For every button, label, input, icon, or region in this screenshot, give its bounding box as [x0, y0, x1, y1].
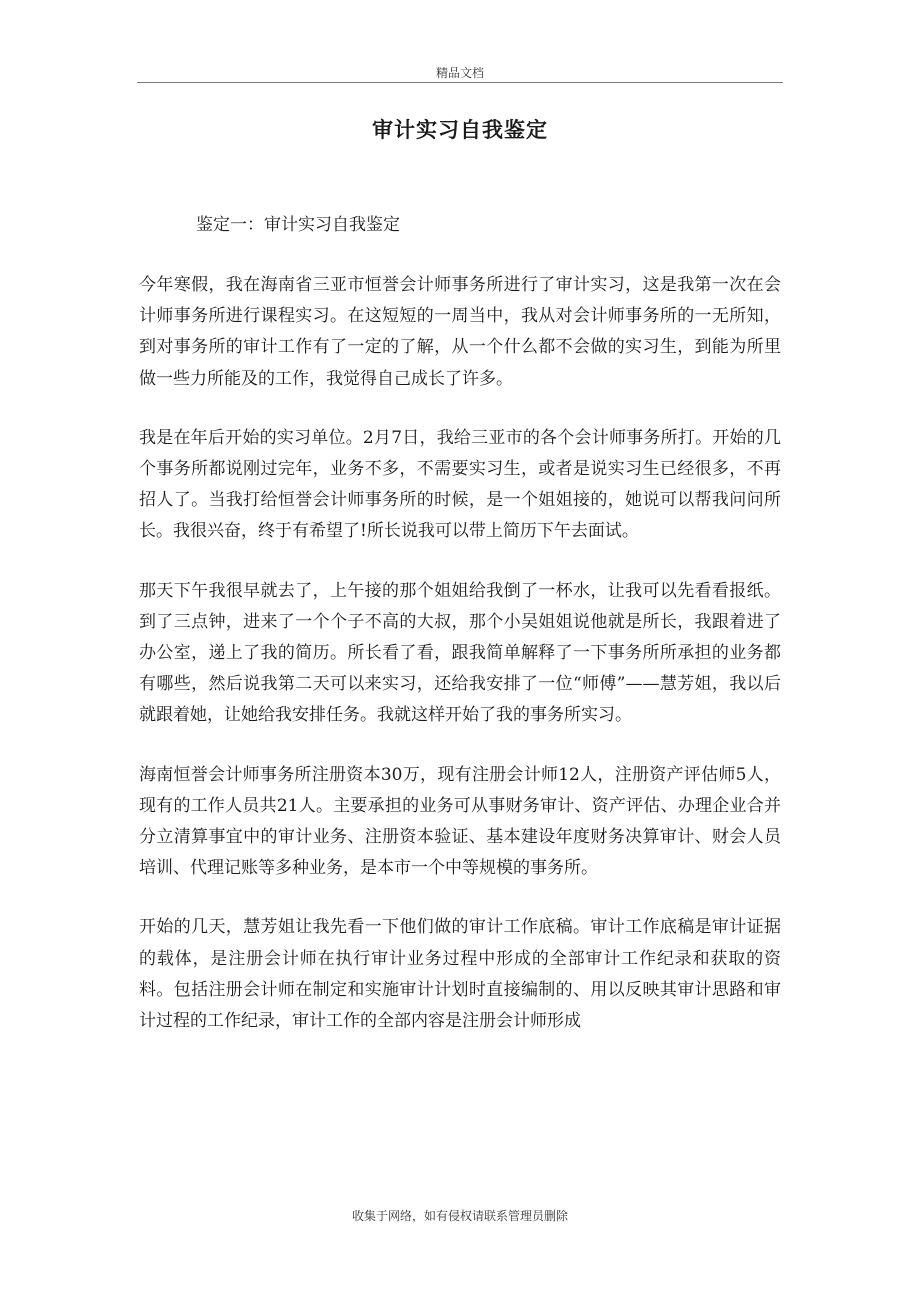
paragraph-4: 海南恒誉会计师事务所注册资本30万，现有注册会计师12人，注册资产评估师5人，现有的工作人员共21人。主要承担的业务可从事财务审计、资产评估、办理企业合并分立清算事宜中的审计业务、注册资本验证、基本建设年度财务决算审计、财会人员培训、代理记账等多种业务，是本市一个中等规模的事务所。	[139, 764, 781, 879]
document-title: 审计实习自我鉴定	[372, 118, 548, 142]
header-divider	[137, 82, 783, 83]
page-header-text: 精品文档	[435, 66, 484, 80]
section-heading: 鉴定一：审计实习自我鉴定	[196, 215, 400, 235]
paragraph-3: 那天下午我很早就去了，上午接的那个姐姐给我倒了一杯水，让我可以先看看报纸。到了三点钟，进来了一个个子不高的大叔，那个小吴姐姐说他就是所长，我跟着进了办公室，递上了我的简历。所长看了看，跟我简单解释了一下事务所所承担的业务都有哪些，然后说我第二天可以来实习，还给我安排了一位“师傅”——慧芳姐，我以后就跟着她，让她给我安排任务。我就这样开始了我的事务所实习。	[139, 580, 781, 726]
document-body	[139, 270, 781, 1065]
page-footer-text: 收集于网络，如有侵权请联系管理员删除	[351, 1209, 568, 1223]
paragraph-5: 开始的几天，慧芳姐让我先看一下他们做的审计工作底稿。审计工作底稿是审计证据的载体，是注册会计师在执行审计业务过程中形成的全部审计工作纪录和获取的资料。包括注册会计师在制定和实施审计计划时直接编制的、用以反映其审计思路和审计过程的工作纪录，审计工作的全部内容是注册会计师形成	[139, 917, 781, 1032]
paragraph-1: 今年寒假，我在海南省三亚市恒誉会计师事务所进行了审计实习，这是我第一次在会计师事务所进行课程实习。在这短短的一周当中，我从对会计师事务所的一无所知，到对事务所的审计工作有了一定的了解，从一个什么都不会做的实习生，到能为所里做一些力所能及的工作，我觉得自己成长了许多。	[139, 275, 781, 389]
paragraph-2: 我是在年后开始的实习单位。2月7日，我给三亚市的各个会计师事务所打。开始的几个事务所都说刚过完年，业务不多，不需要实习生，或者是说实习生已经很多，不再招人了。当我打给恒誉会计师事务所的时候，是一个姐姐接的，她说可以帮我问问所长。我很兴奋，终于有希望了!所长说我可以带上简历下午去面试。	[139, 427, 781, 542]
